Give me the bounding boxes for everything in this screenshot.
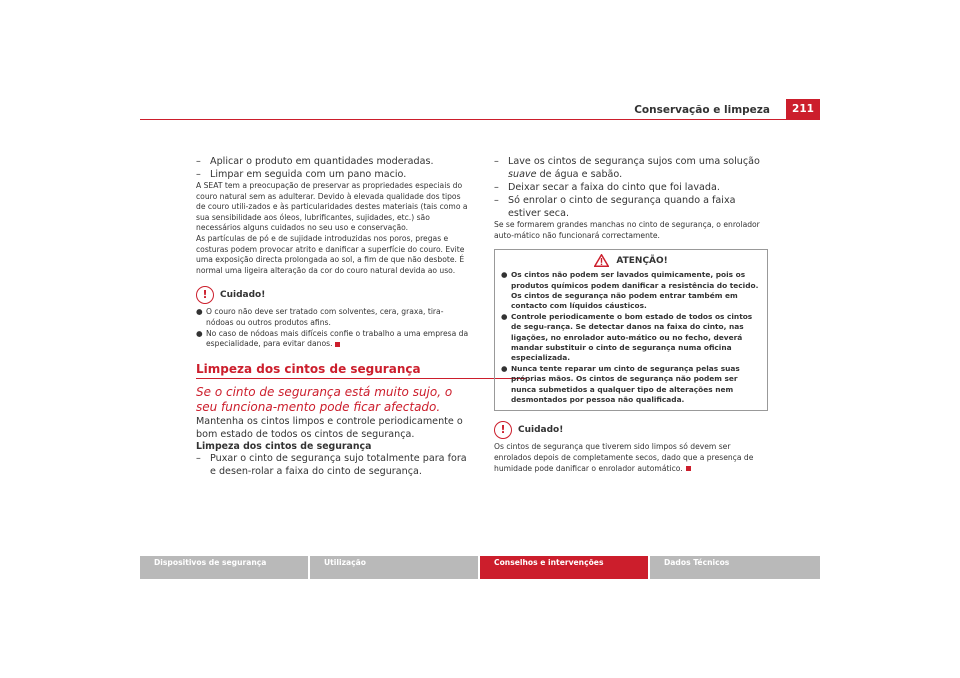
footer-tab-usage[interactable]: Utilização <box>310 556 478 579</box>
subheading: Limpeza dos cintos de segurança <box>196 440 372 452</box>
footer-tab-safety[interactable]: Dispositivos de segurança <box>140 556 308 579</box>
step-item: – Deixar secar a faixa do cinto que foi lavada. <box>494 182 720 193</box>
end-marker <box>335 342 340 347</box>
step-item: – Puxar o cinto de segurança sujo totalmente para fora e desen-rolar a faixa do cinto de segurança. <box>196 452 467 477</box>
paragraph: A SEAT tem a preocupação de preservar as propriedades especiais do couro natural sem as adulterar. Devido à elevada qualidade dos tipos de couro utili-zados e às particularidades destes materiais (tais como a sua sensibilidade aos óleos, lubrificantes, sujidades, etc.) são necessários alguns cuidados no seu uso e conservação. <box>196 181 468 233</box>
page-number: 211 <box>786 99 820 119</box>
caution-heading <box>196 286 470 304</box>
caution-heading <box>494 421 768 439</box>
section-title: Limpeza dos cintos de segurança <box>196 361 421 376</box>
footer-tab-technical[interactable]: Dados Técnicos <box>650 556 820 579</box>
caution-title: Cuidado! <box>518 424 564 435</box>
header-rule <box>140 119 820 120</box>
left-column <box>196 155 470 478</box>
step-item: – Limpar em seguida com um pano macio. <box>196 169 407 180</box>
footer-tab-advice[interactable]: Conselhos e intervenções <box>480 556 648 579</box>
section-rule <box>196 378 526 379</box>
caution-title: Cuidado! <box>220 289 266 300</box>
caution-text: Os cintos de segurança que tiverem sido limpos só devem ser enrolados depois de completamente secos, dado que a presença de humidade pode danificar o enrolador automático. <box>494 442 754 473</box>
exclamation-icon: ! <box>494 421 512 439</box>
list-item: ● Os cintos não podem ser lavados quimicamente, pois os produtos químicos podem danificar a resistência do tecido. Os cintos de segurança não podem entrar também em contacto com líquidos cáusticos. <box>501 270 759 311</box>
list-item: ● Nunca tente reparar um cinto de segurança pelas suas próprias mãos. Os cintos de segurança não podem ser nunca submetidos a qualquer tipo de alterações nem desmontados por pessoa não qualificada. <box>501 363 740 405</box>
warning-heading <box>501 254 761 267</box>
note-paragraph: Se se formarem grandes manchas no cinto de segurança, o enrolador auto-mático não funcionará correctamente. <box>494 220 760 240</box>
warning-box <box>494 249 768 411</box>
page-header-title: Conservação e limpeza <box>634 104 770 116</box>
list-item: ● No caso de nódoas mais difíceis confie o trabalho a uma empresa da especialidade, para evitar danos. <box>196 328 469 349</box>
exclamation-icon: ! <box>196 286 214 304</box>
end-marker <box>686 466 691 471</box>
section-subtitle: Se o cinto de segurança está muito sujo, o seu funciona-mento pode ficar afectado. <box>196 384 453 414</box>
list-item: ● O couro não deve ser tratado com solventes, cera, graxa, tira-nódoas ou outros produtos afins. <box>196 307 444 327</box>
warning-title: ATENÇÃO! <box>616 256 668 267</box>
paragraph: As partículas de pó e de sujidade introduzidas nos poros, pregas e costuras podem provocar atrito e danificar a superfície do couro. Evite uma exposição directa prolongada ao sol, a fim de que não desbote. É normal uma ligeira alteração da cor do couro natural devida ao uso. <box>196 233 465 275</box>
step-item: – Só enrolar o cinto de segurança quando a faixa estiver seca. <box>494 195 736 219</box>
list-item: ● Controle periodicamente o bom estado de todos os cintos de segu-rança. Se detectar danos na faixa do cinto, nas ligações, no enrolador auto-mático ou no fecho, deverá mandar substituir o cinto de segurança numa oficina especializada. <box>501 311 753 363</box>
step-item: – Aplicar o produto em quantidades moderadas. <box>196 156 434 167</box>
step-item: – Lave os cintos de segurança sujos com uma solução suave de água e sabão. <box>494 156 760 180</box>
section-intro: Mantenha os cintos limpos e controle periodicamente o bom estado de todos os cintos de segurança. <box>196 415 463 440</box>
warning-triangle-icon <box>594 254 609 267</box>
right-column <box>494 155 768 474</box>
